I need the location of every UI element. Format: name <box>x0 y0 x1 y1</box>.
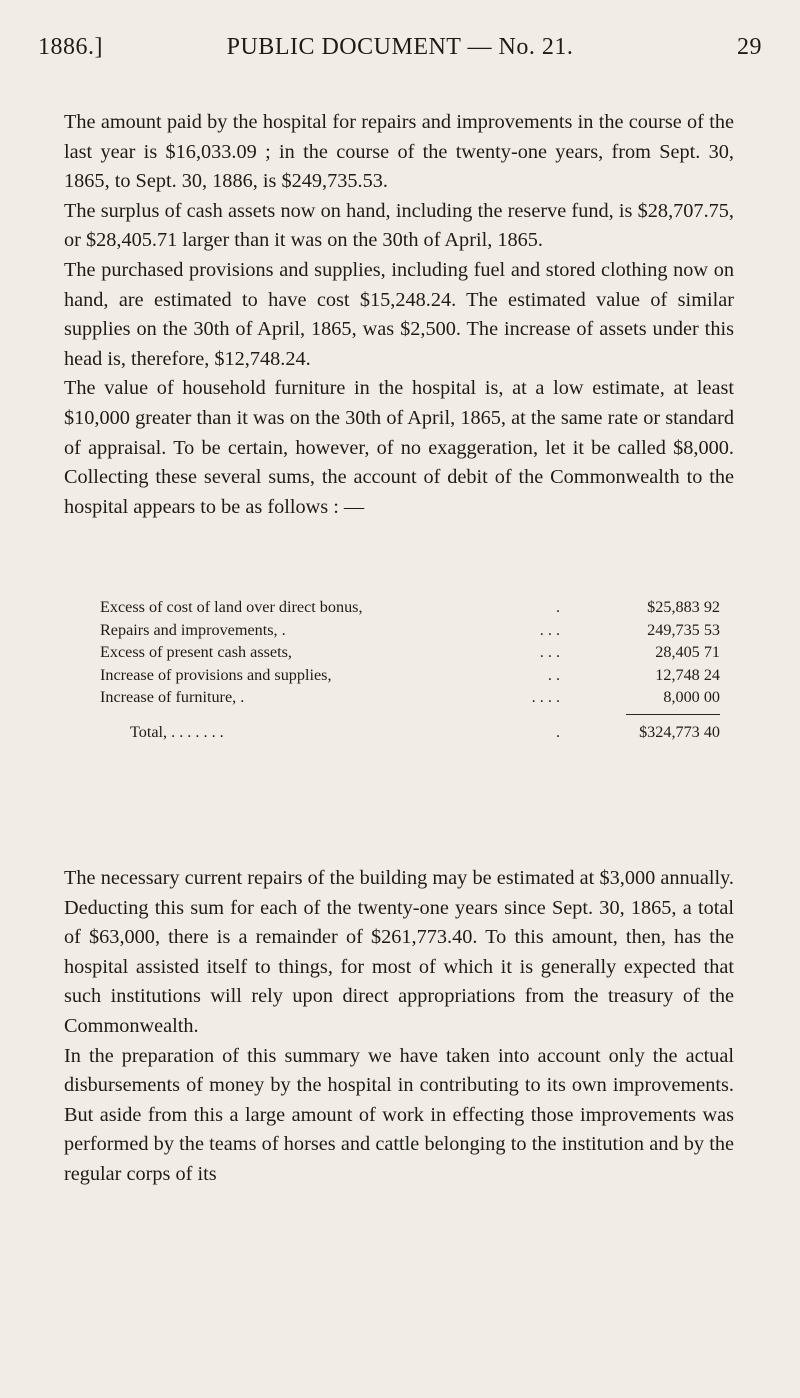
total-label: Total, . . . . . . . <box>130 722 224 741</box>
row-label: Increase of furniture, . <box>100 688 245 707</box>
total-amount: $324,773 40 <box>639 722 720 741</box>
row-amount: 8,000 00 <box>663 688 720 707</box>
page-number: 29 <box>737 34 762 60</box>
row-label: Increase of provisions and supplies, <box>100 665 332 684</box>
table-row <box>100 641 720 664</box>
paragraph-furniture: The value of household furniture in the hospital is, at a low estimate, at least $10,000 greater than it was on the 30th of April, 1865, at the same rate or standard of appraisal. To be certain, however, of no exaggeration, let it be called $8,000. Collecting these several sums, the account of debit of the Commonwealth to the hospital appears to be as follows : — <box>64 377 734 518</box>
row-leader: . . . <box>539 620 560 639</box>
body-text-bottom <box>64 864 734 1190</box>
row-amount: 28,405 71 <box>655 643 720 662</box>
page-header <box>38 34 762 68</box>
paragraph-repairs: The amount paid by the hospital for repairs and improvements in the course of the last year is $16,033.09 ; in the course of the twenty-one years, from Sept. 30, 1865, to Sept. 30, 1886, is $249,735.53. <box>64 111 734 193</box>
paragraph-preparation: In the preparation of this summary we have taken into account only the actual disbursements of money by the hospital in contributing to its own improvements. But aside from this a large amount of work in effecting those improvements was performed by the teams of horses and cattle belonging to the institution and by the regular corps of its <box>64 1044 734 1185</box>
paragraph-current-repairs: The necessary current repairs of the building may be estimated at $3,000 annually. Deducting this sum for each of the twenty-one years since Sept. 30, 1865, a total of $63,000, there is a remainder of $261,773.40. To this amount, then, has the hospital assisted itself to things, for most of which it is generally expected that such institutions will rely upon direct appropriations from the treasury of the Commonwealth. <box>64 867 734 1037</box>
row-leader: . . . <box>539 643 560 662</box>
header-year: 1886.] <box>38 34 103 60</box>
row-leader: . . <box>547 665 560 684</box>
row-label: Repairs and improvements, . <box>100 620 286 639</box>
paragraph-provisions: The purchased provisions and supplies, including fuel and stored clothing now on hand, are estimated to have cost $15,248.24. The estimated value of similar supplies on the 30th of April, 1865, was $2,500. The increase of assets under this head is, therefore, $12,748.24. <box>64 258 734 370</box>
table-row <box>100 664 720 687</box>
sum-rule <box>626 714 720 715</box>
table-row <box>100 619 720 642</box>
row-leader: . . . . <box>531 688 560 707</box>
row-amount: 249,735 53 <box>647 620 720 639</box>
total-leader: . <box>555 722 560 741</box>
row-label: Excess of present cash assets, <box>100 643 292 662</box>
header-title: PUBLIC DOCUMENT — No. 21. <box>226 34 574 60</box>
row-amount: 12,748 24 <box>655 665 720 684</box>
body-text-top <box>64 108 734 522</box>
paragraph-surplus: The surplus of cash assets now on hand, including the reserve fund, is $28,707.75, or $28,405.71 larger than it was on the 30th of April, 1865. <box>64 199 734 252</box>
account-table <box>100 596 720 744</box>
row-leader: . <box>555 598 560 616</box>
table-row <box>100 686 720 709</box>
row-label: Excess of cost of land over direct bonus, <box>100 598 363 616</box>
table-total-row <box>100 721 720 744</box>
table-row <box>100 596 720 619</box>
row-amount: $25,883 92 <box>647 598 720 616</box>
